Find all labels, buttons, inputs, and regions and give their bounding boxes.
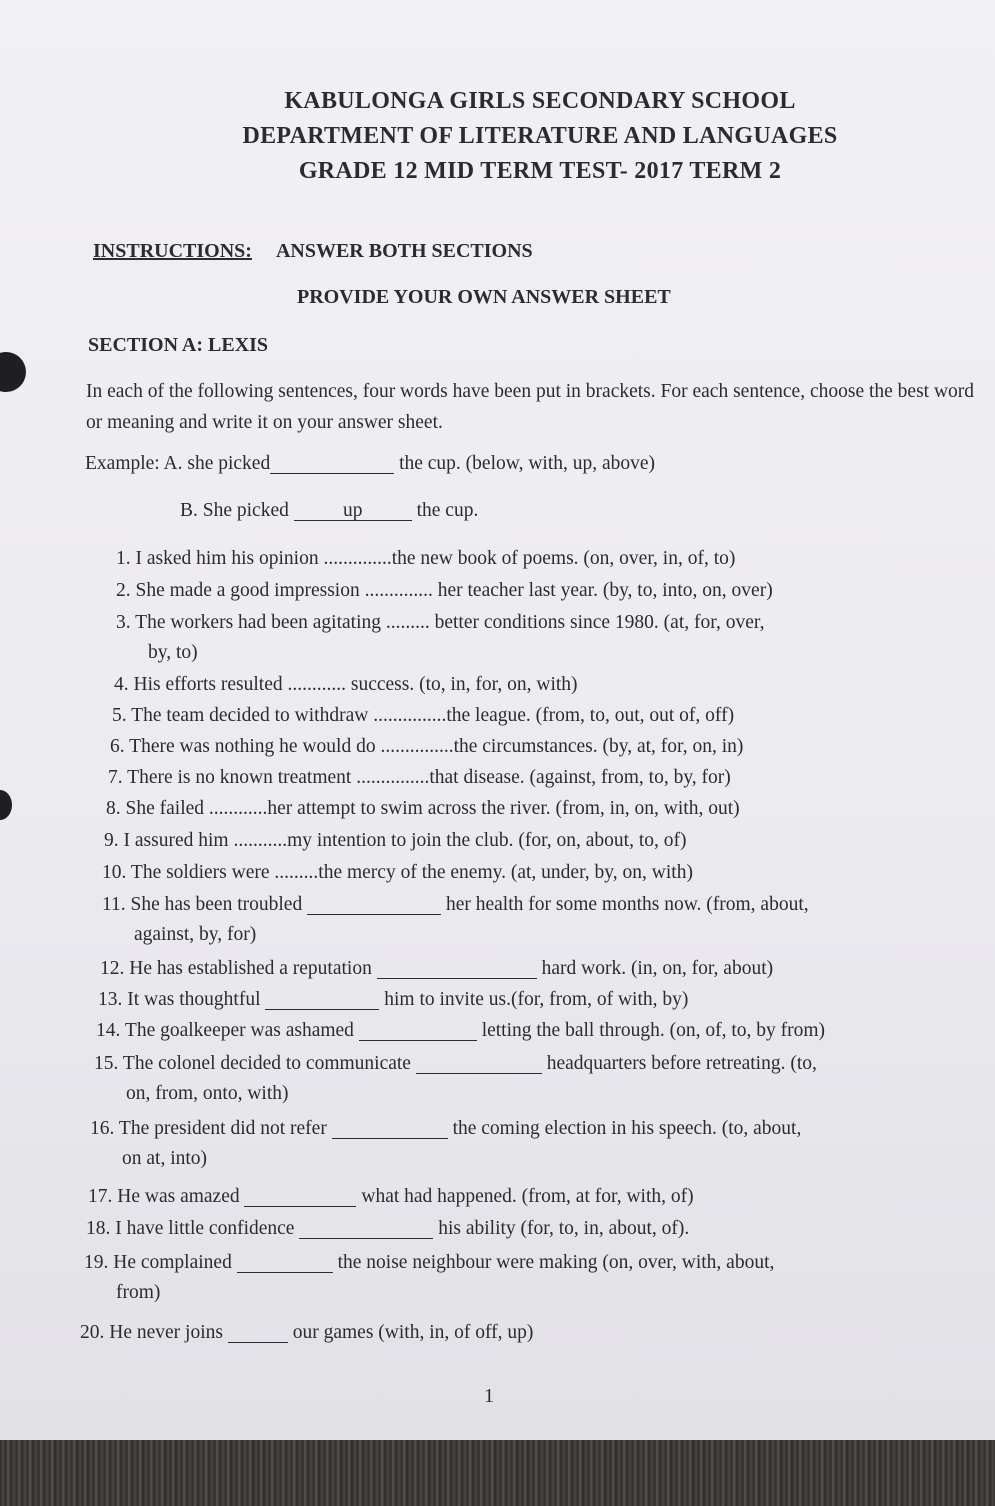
question-text-before: The team decided to withdraw <box>131 705 369 726</box>
question-text-before: She failed <box>125 798 205 819</box>
question-number: 17. <box>88 1186 113 1207</box>
question-item <box>86 1214 689 1244</box>
question-item <box>106 794 740 824</box>
question-gap: ............... <box>380 736 454 757</box>
question-gap: ......... <box>385 612 430 633</box>
question-text-before: There is no known treatment <box>127 767 352 788</box>
question-item <box>94 1049 817 1109</box>
example-b-after: the cup. <box>416 500 479 521</box>
question-text-after: headquarters before retreating. (to, <box>546 1053 817 1074</box>
example-b-answer: up <box>294 502 412 521</box>
question-text-after: the circumstances. (by, at, for, on, in) <box>453 736 744 757</box>
question-text-before: The president did not refer <box>118 1118 327 1139</box>
question-text-after: the new book of poems. (on, over, in, of, to) <box>391 548 736 569</box>
example-a-blank <box>270 455 394 474</box>
question-text-after: her attempt to swim across the river. (from, in, on, with, out) <box>267 798 740 819</box>
instructions-line <box>93 240 533 263</box>
question-text-before: The soldiers were <box>130 862 270 883</box>
question-gap: .............. <box>323 548 392 569</box>
question-continuation: on, from, onto, with) <box>126 1083 289 1104</box>
question-number: 11. <box>102 894 126 915</box>
question-text-before: He never joins <box>109 1322 223 1343</box>
question-text-after: better conditions since 1980. (at, for, over, <box>434 612 765 633</box>
punch-hole <box>0 352 26 392</box>
question-number: 13. <box>98 989 123 1010</box>
question-number: 1. <box>116 548 131 569</box>
question-item <box>116 608 764 668</box>
question-text-before: The workers had been agitating <box>135 612 381 633</box>
question-item <box>96 1016 825 1046</box>
background-surface <box>0 1440 995 1506</box>
question-text-after: our games (with, in, of off, up) <box>292 1322 534 1343</box>
instruction-answer-sheet: PROVIDE YOUR OWN ANSWER SHEET <box>297 286 671 308</box>
question-text-after: that disease. (against, from, to, by, for) <box>429 767 731 788</box>
question-number: 20. <box>80 1322 105 1343</box>
question-number: 16. <box>90 1118 115 1139</box>
question-continuation: from) <box>116 1282 161 1303</box>
example-a <box>85 453 655 475</box>
question-item <box>104 826 687 856</box>
question-number: 15. <box>94 1053 119 1074</box>
question-item <box>114 670 578 700</box>
question-text-after: his ability (for, to, in, about, of). <box>438 1218 690 1239</box>
question-number: 4. <box>114 674 129 695</box>
school-name: KABULONGA GIRLS SECONDARY SCHOOL <box>284 88 796 114</box>
question-item <box>100 954 773 984</box>
question-blank <box>244 1188 356 1207</box>
question-number: 7. <box>108 767 123 788</box>
question-blank <box>416 1055 542 1074</box>
question-text-after: hard work. (in, on, for, about) <box>541 958 774 979</box>
question-item <box>84 1248 774 1308</box>
question-gap: ............... <box>373 705 447 726</box>
question-item <box>102 890 809 950</box>
question-text-before: He has established a reputation <box>129 958 372 979</box>
section-title: SECTION A: LEXIS <box>88 334 269 356</box>
question-text-after: the league. (from, to, out, out of, off) <box>446 705 735 726</box>
question-gap: ............ <box>287 674 346 695</box>
question-text-before: It was thoughtful <box>127 989 261 1010</box>
question-number: 8. <box>106 798 121 819</box>
question-item <box>80 1318 533 1348</box>
instructions-label: INSTRUCTIONS: <box>93 240 252 262</box>
question-blank <box>237 1254 333 1273</box>
question-item <box>116 576 773 606</box>
question-item <box>108 763 731 793</box>
punch-hole <box>0 790 12 820</box>
question-text-after: the mercy of the enemy. (at, under, by, on, with) <box>318 862 693 883</box>
question-text-before: I have little confidence <box>115 1218 295 1239</box>
question-number: 14. <box>96 1020 121 1041</box>
question-continuation: against, by, for) <box>134 924 257 945</box>
question-item <box>116 544 735 574</box>
question-number: 5. <box>112 705 127 726</box>
example-b <box>180 500 478 522</box>
question-blank <box>307 896 441 915</box>
department-name: DEPARTMENT OF LITERATURE AND LANGUAGES <box>242 123 838 149</box>
question-item <box>110 732 743 762</box>
question-text-after: my intention to join the club. (for, on, about, to, of) <box>287 830 687 851</box>
question-gap: ......... <box>274 862 319 883</box>
question-text-before: I assured him <box>123 830 229 851</box>
question-blank <box>359 1022 477 1041</box>
question-item <box>90 1114 801 1174</box>
question-blank <box>299 1220 433 1239</box>
question-continuation: on at, into) <box>122 1148 208 1169</box>
question-text-after: the noise neighbour were making (on, over, with, about, <box>337 1252 775 1273</box>
question-blank <box>228 1324 288 1343</box>
question-text-after: success. (to, in, for, on, with) <box>350 674 578 695</box>
question-gap: .............. <box>364 580 433 601</box>
question-number: 10. <box>102 862 127 883</box>
question-gap: ............ <box>208 798 268 819</box>
question-number: 9. <box>104 830 119 851</box>
example-a-after: the cup. (below, with, up, above) <box>399 453 656 474</box>
page-number: 1 <box>484 1385 494 1407</box>
question-continuation: by, to) <box>148 642 198 663</box>
question-blank <box>332 1120 448 1139</box>
question-gap: ............... <box>356 767 430 788</box>
question-text-after: letting the ball through. (on, of, to, by from) <box>481 1020 826 1041</box>
question-number: 18. <box>86 1218 111 1239</box>
question-gap: ........... <box>233 830 288 851</box>
example-a-before: Example: A. she picked <box>85 453 271 474</box>
question-number: 3. <box>116 612 131 633</box>
section-intro: In each of the following sentences, four words have been put in brackets. For each sentence, choose the best word or meaning and write it on your answer sheet. <box>86 381 975 433</box>
question-blank <box>265 991 379 1010</box>
question-item <box>102 858 693 888</box>
question-text-after: him to invite us.(for, from, of with, by) <box>384 989 689 1010</box>
question-number: 12. <box>100 958 125 979</box>
question-number: 6. <box>110 736 125 757</box>
question-text-after: her teacher last year. (by, to, into, on, over) <box>437 580 773 601</box>
question-text-before: His efforts resulted <box>133 674 283 695</box>
question-text-before: He was amazed <box>117 1186 240 1207</box>
question-blank <box>377 960 537 979</box>
question-item <box>88 1182 694 1212</box>
question-text-after: her health for some months now. (from, about, <box>445 894 809 915</box>
question-text-after: what had happened. (from, at for, with, of) <box>361 1186 694 1207</box>
instruction-answer-both: ANSWER BOTH SECTIONS <box>275 240 533 262</box>
question-number: 19. <box>84 1252 109 1273</box>
question-text-before: The colonel decided to communicate <box>122 1053 411 1074</box>
question-text-before: The goalkeeper was ashamed <box>124 1020 354 1041</box>
question-item <box>112 701 734 731</box>
question-text-before: There was nothing he would do <box>129 736 376 757</box>
question-text-before: He complained <box>113 1252 232 1273</box>
question-number: 2. <box>116 580 131 601</box>
example-b-before: B. She picked <box>180 500 289 521</box>
test-title: GRADE 12 MID TERM TEST- 2017 TERM 2 <box>298 158 782 184</box>
question-text-before: She has been troubled <box>130 894 303 915</box>
question-text-before: She made a good impression <box>135 580 360 601</box>
question-item <box>98 985 688 1015</box>
question-text-before: I asked him his opinion <box>135 548 319 569</box>
question-text-after: the coming election in his speech. (to, about, <box>452 1118 802 1139</box>
